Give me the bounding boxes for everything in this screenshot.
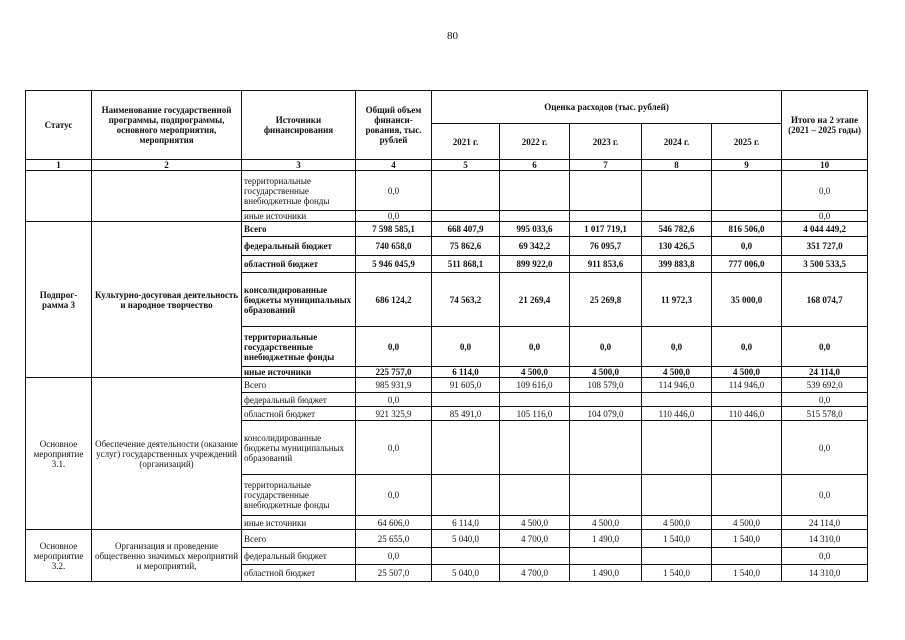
year-value (432, 421, 500, 475)
header-year: 2022 г. (500, 124, 570, 160)
source-label: федеральный бюджет (242, 393, 356, 407)
source-label: консолидированные бюджеты муниципальных образований (242, 273, 356, 327)
col-number: 10 (782, 160, 868, 171)
itogo-value: 351 727,0 (782, 237, 868, 256)
year-value: 4 700,0 (500, 565, 570, 582)
year-value: 21 269,4 (500, 273, 570, 327)
year-value (500, 393, 570, 407)
year-value: 105 116,0 (500, 407, 570, 421)
col-number: 9 (712, 160, 782, 171)
header-year: 2023 г. (570, 124, 642, 160)
itogo-value: 0,0 (782, 548, 868, 565)
year-value: 546 782,6 (642, 222, 712, 237)
total-value: 985 931,9 (356, 378, 432, 393)
status-cell: Основное мероприятие 3.2. (26, 530, 92, 582)
header-name: Наименование государственной программы, подпрограммы, основного мероприятия, мероприятия (92, 91, 242, 160)
itogo-value: 0,0 (782, 171, 868, 211)
year-value: 899 922,0 (500, 256, 570, 273)
year-value (712, 421, 782, 475)
budget-table (25, 90, 868, 582)
total-value: 25 507,0 (356, 565, 432, 582)
header-year: 2024 г. (642, 124, 712, 160)
itogo-value: 0,0 (782, 327, 868, 367)
year-value (642, 421, 712, 475)
source-label: территориальные государственные внебюджетные фонды (242, 171, 356, 211)
year-value: 5 040,0 (432, 530, 500, 548)
year-value: 1 017 719,1 (570, 222, 642, 237)
col-number: 1 (26, 160, 92, 171)
year-value: 1 490,0 (570, 565, 642, 582)
total-value: 5 946 045,9 (356, 256, 432, 273)
itogo-value: 168 074,7 (782, 273, 868, 327)
header-year: 2025 г. (712, 124, 782, 160)
year-value: 114 946,0 (712, 378, 782, 393)
source-label: областной бюджет (242, 565, 356, 582)
year-value: 25 269,8 (570, 273, 642, 327)
total-value: 686 124,2 (356, 273, 432, 327)
total-value: 25 655,0 (356, 530, 432, 548)
year-value (642, 475, 712, 516)
itogo-value: 0,0 (782, 393, 868, 407)
year-value: 130 426,5 (642, 237, 712, 256)
name-cell: Организация и проведение общественно значимых мероприятий и мероприятий, (92, 530, 242, 582)
year-value (500, 211, 570, 222)
source-label: федеральный бюджет (242, 237, 356, 256)
year-value: 1 540,0 (642, 565, 712, 582)
year-value (570, 211, 642, 222)
year-value: 4 500,0 (712, 367, 782, 378)
itogo-value: 24 114,0 (782, 367, 868, 378)
year-value: 6 114,0 (432, 516, 500, 530)
total-value: 921 325,9 (356, 407, 432, 421)
col-number: 8 (642, 160, 712, 171)
year-value (642, 548, 712, 565)
year-value: 816 506,0 (712, 222, 782, 237)
itogo-value: 14 310,0 (782, 565, 868, 582)
year-value (432, 475, 500, 516)
year-value: 75 862,6 (432, 237, 500, 256)
year-value: 85 491,0 (432, 407, 500, 421)
year-value (432, 171, 500, 211)
total-value: 0,0 (356, 327, 432, 367)
col-number: 7 (570, 160, 642, 171)
year-value: 108 579,0 (570, 378, 642, 393)
source-label: иные источники (242, 211, 356, 222)
source-label: иные источники (242, 367, 356, 378)
itogo-value: 14 310,0 (782, 530, 868, 548)
year-value (432, 393, 500, 407)
header-year: 2021 г. (432, 124, 500, 160)
year-value: 4 500,0 (570, 516, 642, 530)
source-label: Всего (242, 222, 356, 237)
year-value (570, 393, 642, 407)
year-value (570, 548, 642, 565)
table-row (26, 530, 868, 548)
header-status: Статус (26, 91, 92, 160)
year-value: 0,0 (432, 327, 500, 367)
year-value (642, 171, 712, 211)
itogo-value: 0,0 (782, 421, 868, 475)
itogo-value: 0,0 (782, 475, 868, 516)
total-value: 64 606,0 (356, 516, 432, 530)
year-value (712, 211, 782, 222)
year-value: 4 500,0 (642, 367, 712, 378)
year-value: 91 605,0 (432, 378, 500, 393)
year-value: 4 500,0 (712, 516, 782, 530)
source-label: областной бюджет (242, 256, 356, 273)
status-cell: Подпрог-рамма 3 (26, 222, 92, 378)
year-value: 104 079,0 (570, 407, 642, 421)
itogo-value: 4 044 449,2 (782, 222, 868, 237)
year-value: 5 040,0 (432, 565, 500, 582)
total-value: 740 658,0 (356, 237, 432, 256)
itogo-value: 0,0 (782, 211, 868, 222)
year-value: 1 540,0 (712, 530, 782, 548)
year-value: 0,0 (712, 327, 782, 367)
year-value: 4 500,0 (570, 367, 642, 378)
table-row (26, 378, 868, 393)
col-number: 2 (92, 160, 242, 171)
year-value: 511 868,1 (432, 256, 500, 273)
year-value (500, 421, 570, 475)
source-label: консолидированные бюджеты муниципальных образований (242, 421, 356, 475)
year-value: 399 883,8 (642, 256, 712, 273)
year-value (500, 475, 570, 516)
year-value: 76 095,7 (570, 237, 642, 256)
year-value: 4 700,0 (500, 530, 570, 548)
year-value: 0,0 (642, 327, 712, 367)
table-row (26, 171, 868, 211)
year-value: 109 616,0 (500, 378, 570, 393)
name-cell: Культурно-досуговая деятельность и народное творчество (92, 222, 242, 378)
year-value: 110 446,0 (642, 407, 712, 421)
source-label: Всего (242, 530, 356, 548)
year-value (642, 393, 712, 407)
page-number: 80 (447, 30, 458, 42)
total-value: 0,0 (356, 475, 432, 516)
status-cell (26, 171, 92, 222)
year-value (500, 548, 570, 565)
header-sources: Источники финансирования (242, 91, 356, 160)
year-value: 4 500,0 (500, 367, 570, 378)
year-value: 668 407,9 (432, 222, 500, 237)
itogo-value: 24 114,0 (782, 516, 868, 530)
year-value (642, 211, 712, 222)
year-value (570, 171, 642, 211)
year-value: 1 540,0 (712, 565, 782, 582)
year-value: 0,0 (570, 327, 642, 367)
total-value: 0,0 (356, 421, 432, 475)
year-value: 6 114,0 (432, 367, 500, 378)
year-value (432, 211, 500, 222)
year-value: 1 540,0 (642, 530, 712, 548)
source-label: Всего (242, 378, 356, 393)
source-label: иные источники (242, 516, 356, 530)
total-value: 0,0 (356, 211, 432, 222)
year-value: 911 853,6 (570, 256, 642, 273)
header-total: Общий объем финанси-рования, тыс. рублей (356, 91, 432, 160)
year-value (712, 393, 782, 407)
total-value: 0,0 (356, 171, 432, 211)
col-number: 5 (432, 160, 500, 171)
source-label: областной бюджет (242, 407, 356, 421)
year-value: 0,0 (712, 237, 782, 256)
year-value: 35 000,0 (712, 273, 782, 327)
year-value: 4 500,0 (500, 516, 570, 530)
year-value: 995 033,6 (500, 222, 570, 237)
year-value: 69 342,2 (500, 237, 570, 256)
total-value: 7 598 585,1 (356, 222, 432, 237)
status-cell: Основное мероприятие 3.1. (26, 378, 92, 530)
total-value: 0,0 (356, 393, 432, 407)
col-number: 6 (500, 160, 570, 171)
source-label: территориальные государственные внебюджетные фонды (242, 327, 356, 367)
year-value: 4 500,0 (642, 516, 712, 530)
year-value (712, 171, 782, 211)
header-itogo: Итого на 2 этапе (2021 – 2025 годы) (782, 91, 868, 160)
year-value: 114 946,0 (642, 378, 712, 393)
year-value (570, 421, 642, 475)
year-value (500, 171, 570, 211)
column-numbers-row (26, 160, 868, 171)
source-label: территориальные государственные внебюджетные фонды (242, 475, 356, 516)
name-cell (92, 171, 242, 222)
year-value: 110 446,0 (712, 407, 782, 421)
year-value: 777 006,0 (712, 256, 782, 273)
year-value (570, 475, 642, 516)
year-value (712, 475, 782, 516)
col-number: 4 (356, 160, 432, 171)
itogo-value: 539 692,0 (782, 378, 868, 393)
col-number: 3 (242, 160, 356, 171)
table-row (26, 222, 868, 237)
source-label: федеральный бюджет (242, 548, 356, 565)
year-value: 74 563,2 (432, 273, 500, 327)
year-value (432, 548, 500, 565)
header-estimate: Оценка расходов (тыс. рублей) (432, 91, 782, 124)
itogo-value: 515 578,0 (782, 407, 868, 421)
total-value: 225 757,0 (356, 367, 432, 378)
year-value: 1 490,0 (570, 530, 642, 548)
total-value: 0,0 (356, 548, 432, 565)
year-value: 11 972,3 (642, 273, 712, 327)
itogo-value: 3 500 533,5 (782, 256, 868, 273)
year-value: 0,0 (500, 327, 570, 367)
name-cell: Обеспечение деятельности (оказание услуг) государственных учреждений (организаций) (92, 378, 242, 530)
year-value (712, 548, 782, 565)
